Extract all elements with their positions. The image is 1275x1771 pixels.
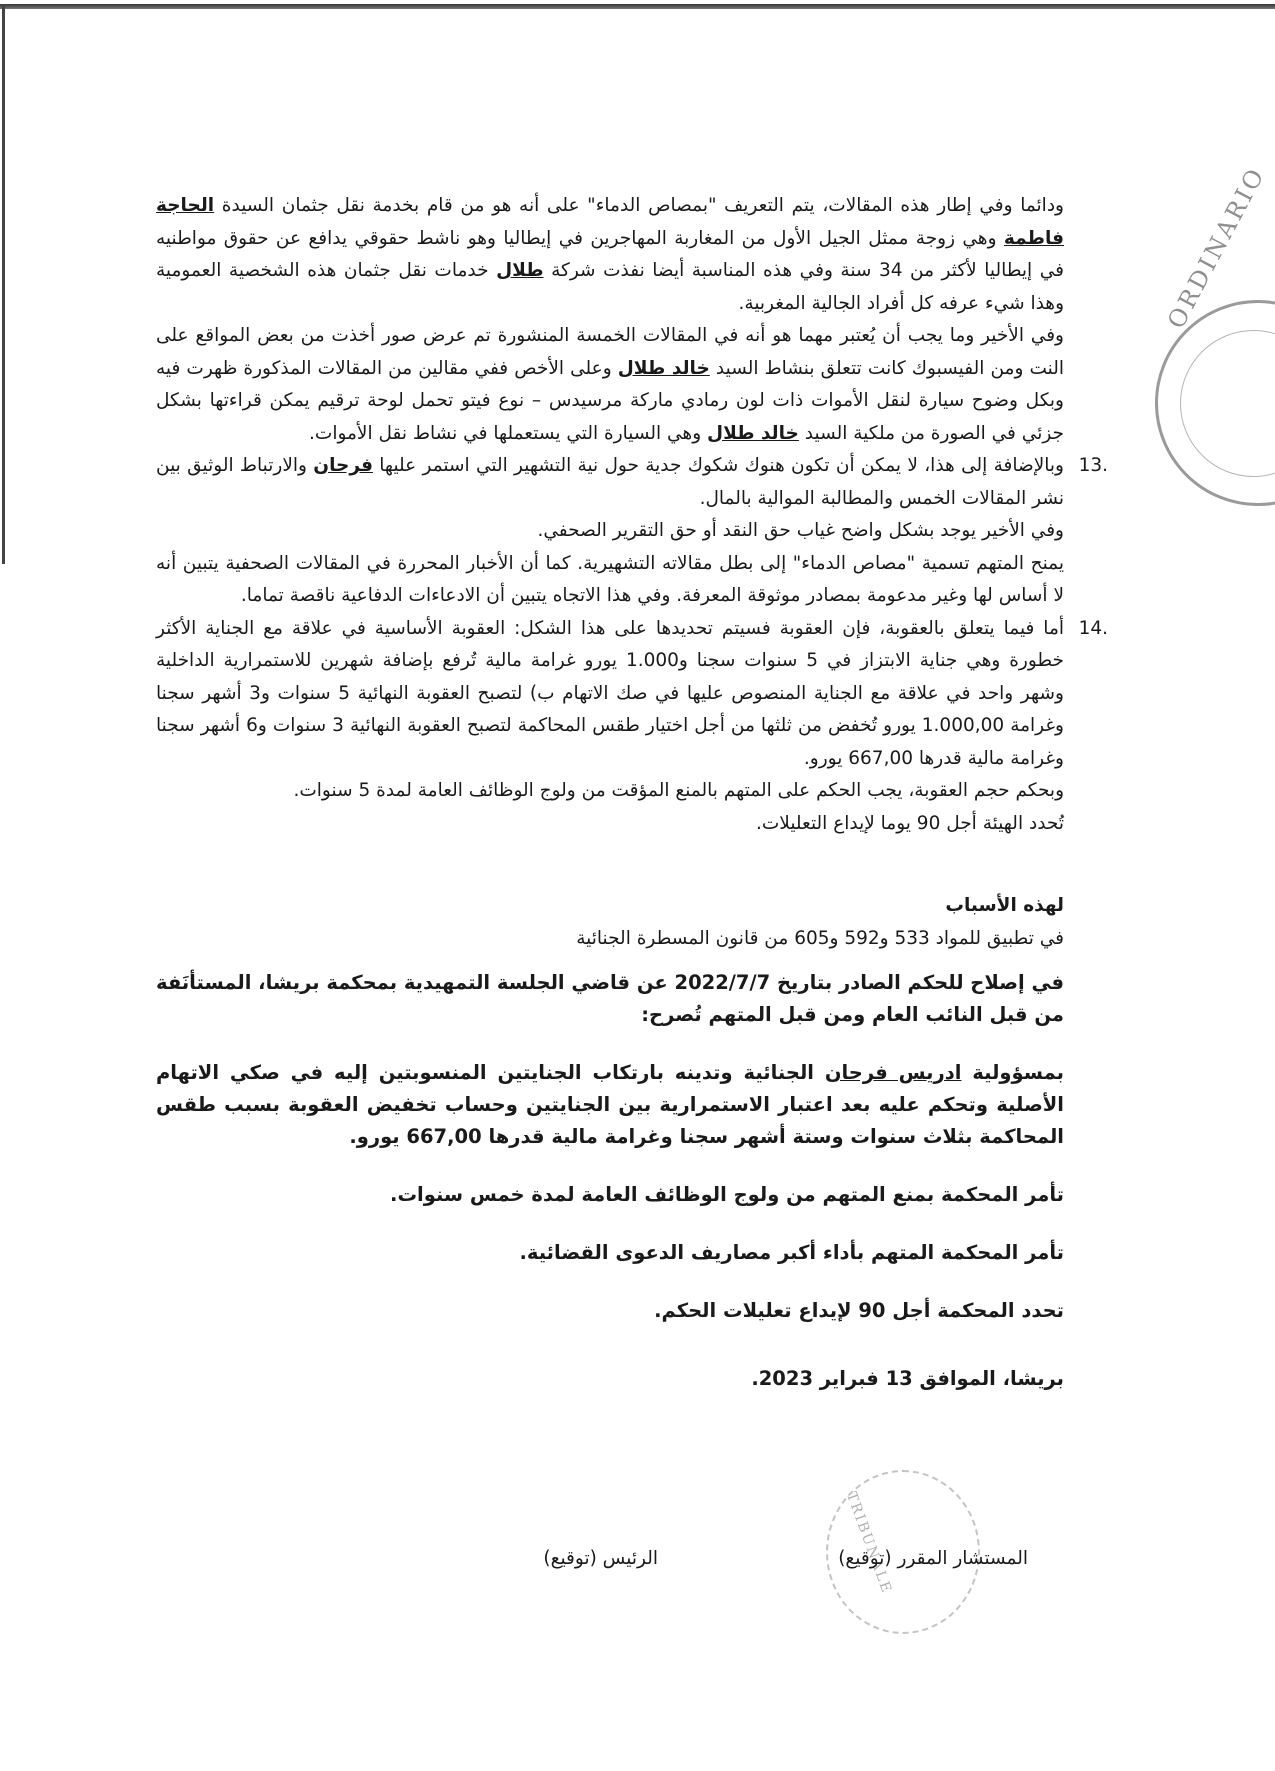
- paragraph-published-photos: [156, 320, 1064, 450]
- signature-stamp-text: TRIBUNALE: [842, 1490, 895, 1597]
- highlighted-name: فرحان: [313, 455, 373, 476]
- paragraph-number: 13.: [1078, 455, 1108, 476]
- highlighted-name: خالد طلال: [707, 422, 799, 444]
- paragraph-text: وفي الأخير وما يجب أن يُعتبر مهما هو أنه في المقالات الخمسة المنشورة تم عرض صور أخذت من بعض المواقع على النت ومن الفيسبوك كانت تتعلق بنشاط السيد: [156, 325, 1064, 379]
- highlighted-company: طلال: [496, 260, 544, 281]
- signature-block: [0, 1548, 1275, 1588]
- document-body: [156, 190, 1108, 1396]
- paragraph-text: وهي زوجة ممثل الجيل الأول من المغاربة المهاجرين في إيطاليا وهو ناشط حقوقي يدافع عن حقوق مواطنيه في إيطاليا لأكثر من 34 سنة وفي هذه المناسبة أيضا نفذت شركة: [156, 227, 1064, 281]
- verdict-conviction: [156, 1057, 1064, 1153]
- paragraph-text: وهي السيارة التي يستعملها في نشاط نقل الأموات.: [309, 422, 708, 444]
- paragraph-public-office-ban: وبحكم حجم العقوبة، يجب الحكم على المتهم بالمنع المؤقت من ولوج الوظائف العامة لمدة 5 سنوات.: [293, 780, 1064, 801]
- rapporteur-signature: المستشار المقرر (توقيع): [838, 1548, 1028, 1569]
- paragraph-13: [156, 450, 1108, 515]
- highlighted-name: خالد طلال: [617, 357, 710, 379]
- applied-articles: في تطبيق للمواد 533 و592 و605 من قانون المسطرة الجنائية: [576, 927, 1064, 949]
- date-line: بريشا، الموافق 13 فبراير 2023.: [751, 1367, 1064, 1390]
- defendant-name: ادريس فرحان: [824, 1061, 962, 1084]
- left-border-line: [2, 4, 5, 564]
- verdict-court-costs: تأمر المحكمة المتهم بأداء أكبر مصاريف الدعوى القضائية.: [519, 1241, 1064, 1264]
- verdict-reasoning-deadline: تحدد المحكمة أجل 90 لإيداع تعليلات الحكم.: [654, 1299, 1064, 1322]
- verdict-text: الجنائية وتدينه بارتكاب الجنايتين المنسوبتين إليه في صكي الاتهام الأصلية وتحكم عليه بعد اعتبار الاستمرارية بين الجنايتين وحساب تخفيض العقوبة بسبب طقس المحاكمة بثلاث سنوات وستة أشهر سجنا وغرامة مالية قدرها 667,00 يورو.: [156, 1061, 1064, 1148]
- paragraph-text: والارتباط الوثيق بين نشر المقالات الخمس والمطالبة الموالية بالمال.: [156, 455, 1064, 509]
- court-stamp-text: ORDINARIO: [1162, 161, 1271, 334]
- paragraph-text: أما فيما يتعلق بالعقوبة، فإن العقوبة فسيتم تحديدها على هذا الشكل: العقوبة الأساسية في علاقة مع الجناية الأكثر خطورة وهي جناية الابتزاز في 5 سنوات سجنا و1.000 يورو غرامة مالية تُرفع بإضافة شهرين للاستمرارية الداخلية وشهر واحد في علاقة مع الجناية المنصوص عليها في صك الاتهام ب) لتصبح العقوبة النهائية 5 سنوات و3 أشهر سجنا وغرامة 1.000,00 يورو تُخفض من ثلثها من أجل اختيار طقس المحاكمة لتصبح العقوبة النهائية 3 سنوات و6 أشهر سجنا وغرامة مالية قدرها 667,00 يورو.: [156, 617, 1064, 769]
- paragraph-text: وبالإضافة إلى هذا، لا يمكن أن تكون هنوك شكوك جدية حول نية التشهير التي استمر عليها: [372, 455, 1064, 476]
- paragraph-bloodsucker-definition: [156, 190, 1064, 320]
- highlighted-name: الحاجة فاطمة: [156, 195, 1064, 249]
- reasons-heading: لهذه الأسباب: [945, 895, 1064, 916]
- paragraph-14: [156, 613, 1108, 776]
- paragraph-number: 14.: [1078, 617, 1108, 639]
- paragraph-text: ودائما وفي إطار هذه المقالات، يتم التعريف "بمصاص الدماء" على أنه هو من قام بخدمة نقل جثمان السيدة: [214, 195, 1064, 216]
- paragraph-text: وعلى الأخص ففي مقالين من المقالات المذكورة ظهرت فيه وبكل وضوح سيارة لنقل الأموات ذات لون رمادي ماركة مرسيدس – نوع فيتو تحمل لوحة ترقيم يمكن قراءتها بشكل جزئي في الصورة من ملكية السيد: [156, 357, 1064, 444]
- paragraph-defamatory-articles: يمنح المتهم تسمية "مصاص الدماء" إلى بطل مقالاته التشهيرية. كما أن الأخبار المحررة في المقالات الصحفية يتبين أنه لا أساس لها وغير مدعومة بمصادر موثوقة المعرفة. وفي هذا الاتجاه يتبين أن الادعاءات الدفاعية ناقصة تماما.: [156, 552, 1064, 606]
- paragraph-reasoning-deadline: تُحدد الهيئة أجل 90 يوما لإيداع التعليلات.: [755, 812, 1064, 834]
- paragraph-text: خدمات نقل جثمان هذه الشخصية العمومية وهذا شيء عرفه كل أفراد الجالية المغربية.: [156, 260, 1064, 314]
- president-signature: الرئيس (توقيع): [543, 1548, 658, 1569]
- verdict-section: [156, 967, 1064, 1327]
- verdict-office-ban: تأمر المحكمة بمنع المتهم من ولوج الوظائف العامة لمدة خمس سنوات.: [390, 1183, 1064, 1206]
- top-border-line: [0, 4, 1275, 9]
- paragraph-no-critique-right: وفي الأخير يوجد بشكل واضح غياب حق النقد أو حق التقرير الصحفي.: [537, 520, 1064, 541]
- verdict-text: بمسؤولية: [961, 1061, 1065, 1084]
- verdict-appeal-reform: في إصلاح للحكم الصادر بتاريخ 2022/7/7 عن قاضي الجلسة التمهيدية بمحكمة بريشا، المستأنَفة من قبل النائب العام ومن قبل المتهم تُصرح:: [156, 971, 1064, 1026]
